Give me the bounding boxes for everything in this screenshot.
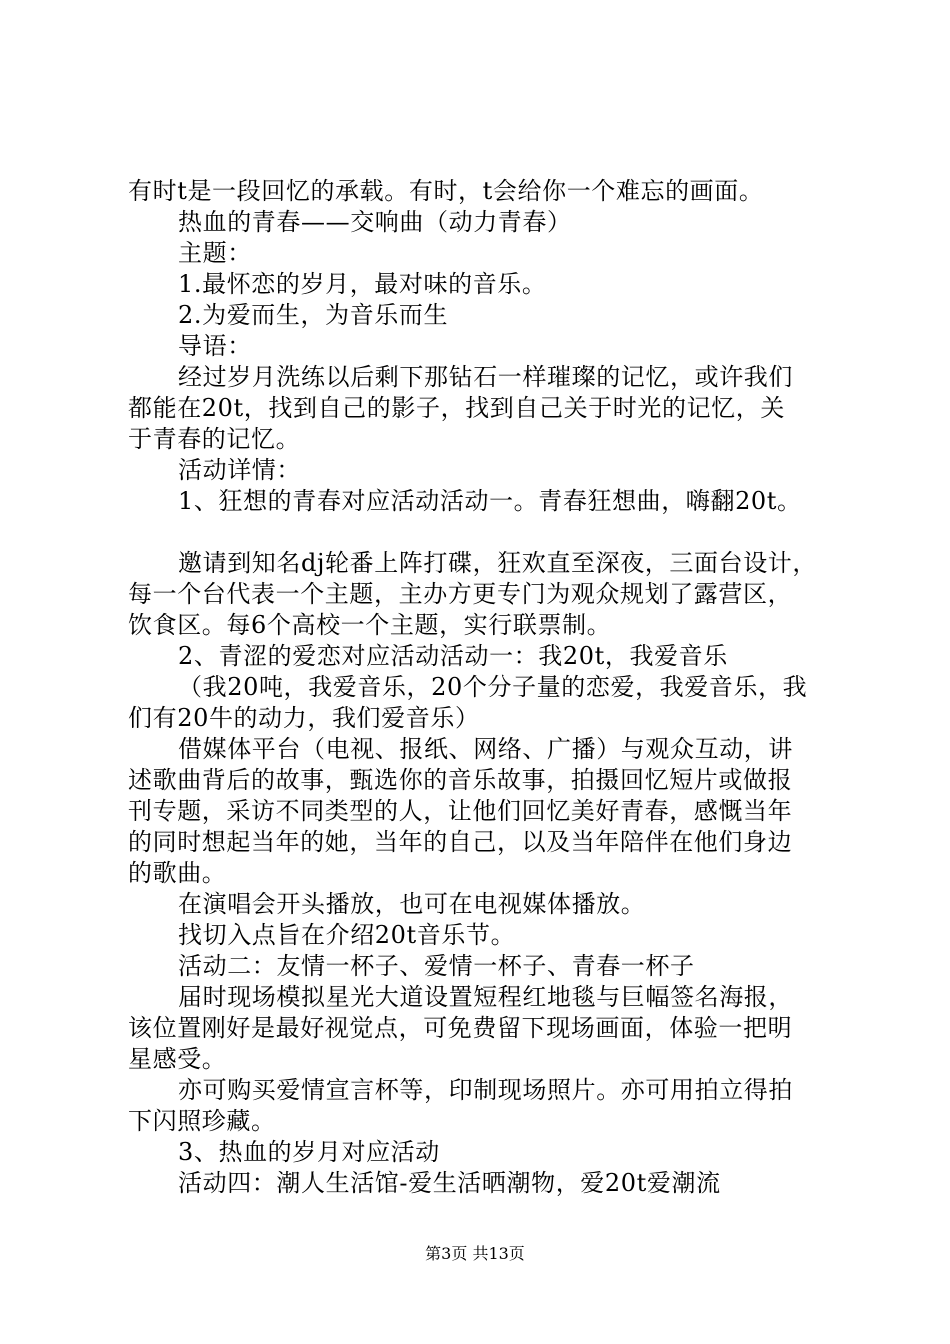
text-line: 活动二：友情一杯子、爱情一杯子、青春一杯子 [178,952,695,980]
document-body [128,176,838,1199]
text-line: 活动四：潮人生活馆-爱生活晒潮物，爱20t爱潮流 [178,1169,721,1197]
text-line: 星感受。 [128,1045,227,1073]
text-line: 3、热血的岁月对应活动 [178,1138,440,1166]
text-line: （我20吨，我爱音乐，20个分子量的恋爱，我爱音乐，我 [178,673,808,701]
text-line: 届时现场模拟星光大道设置短程红地毯与巨幅签名海报， [178,983,793,1011]
text-line: 下闪照珍藏。 [128,1107,276,1135]
text-line: 1.最怀恋的岁月，最对味的音乐。 [178,270,547,298]
text-line: 的同时想起当年的她，当年的自己，以及当年陪伴在他们身边 [128,828,793,856]
text-line: 该位置刚好是最好视觉点，可免费留下现场画面，体验一把明 [128,1014,793,1042]
text-line: 经过岁月洗练以后剩下那钻石一样璀璨的记忆，或许我们 [178,363,793,391]
text-line: 每一个台代表一个主题，主办方更专门为观众规划了露营区， [128,580,793,608]
text-line: 都能在20t，找到自己的影子，找到自己关于时光的记忆，关 [128,394,785,422]
text-line: 找切入点旨在介绍20t音乐节。 [178,921,516,949]
text-line: 的歌曲。 [128,859,227,887]
page-footer: 第3页 共13页 [425,1244,525,1263]
text-line: 1、狂想的青春对应活动活动一。青春狂想曲，嗨翻20t。 [178,487,802,515]
text-line: 于青春的记忆。 [128,425,301,453]
text-line: 在演唱会开头播放，也可在电视媒体播放。 [178,890,646,918]
text-line: 述歌曲背后的故事，甄选你的音乐故事，拍摄回忆短片或做报 [128,766,793,794]
text-line: 们有20牛的动力，我们爱音乐） [128,704,480,732]
text-line: 刊专题，采访不同类型的人，让他们回忆美好青春，感慨当年 [128,797,793,825]
text-line: 2.为爱而生，为音乐而生 [178,301,449,329]
text-line: 2、青涩的爱恋对应活动活动一：我20t，我爱音乐 [178,642,728,670]
text-line: 亦可购买爱情宣言杯等，印制现场照片。亦可用拍立得拍 [178,1076,793,1104]
text-line: 导语： [178,332,252,360]
text-line: 有时t是一段回忆的承载。有时，t会给你一个难忘的画面。 [128,177,764,205]
text-line: 借媒体平台（电视、报纸、网络、广播）与观众互动，讲 [178,735,793,763]
blank-line [128,517,838,548]
text-line: 主题： [178,239,252,267]
text-line: 邀请到知名dj轮番上阵打碟，狂欢直至深夜，三面台设计， [178,549,818,577]
text-line: 活动详情： [178,456,301,484]
text-line: 饮食区。每6个高校一个主题，实行联票制。 [128,611,612,639]
text-line: 热血的青春——交响曲（动力青春） [178,208,572,236]
